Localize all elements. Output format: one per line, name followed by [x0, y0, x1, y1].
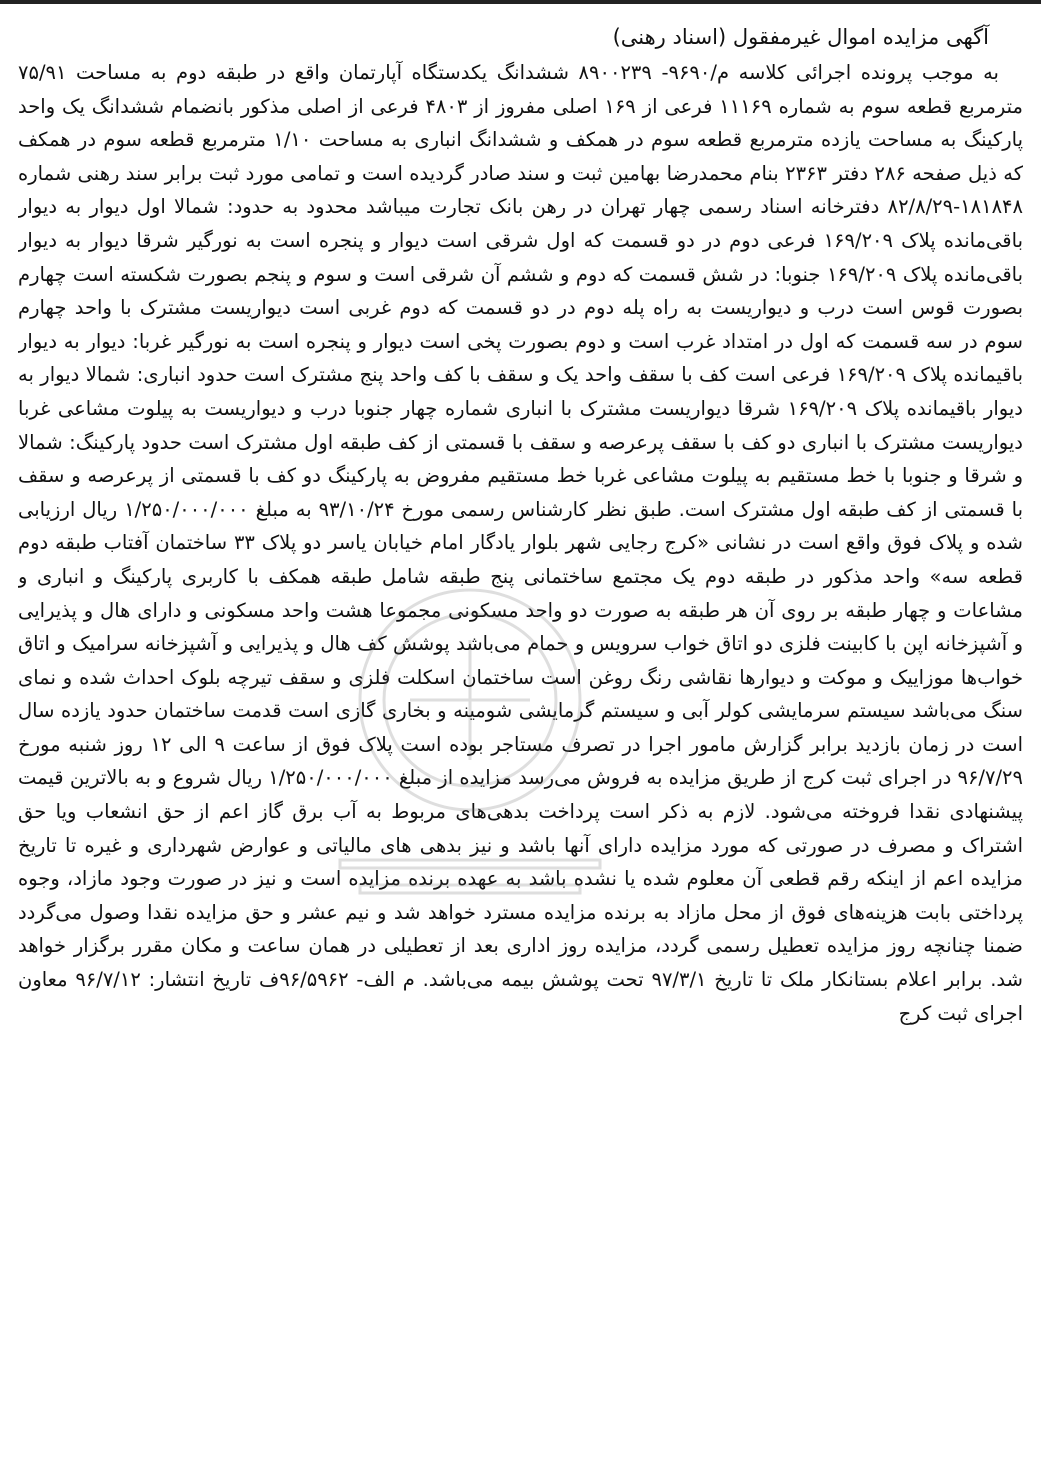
notice-title: آگهی مزایده اموال غیرمفقول (اسناد رهنی) — [612, 25, 989, 49]
notice-body-text: به موجب پرونده اجرائی کلاسه م/۹۶۹۰- ۸۹۰۰۲۳۹ ششدانگ یکدستگاه آپارتمان واقع در طبقه دوم به مساحت ۷۵/۹۱ مترمربع قطعه سوم به شماره ۱۱۱۶۹ فرعی از ۱۶۹ اصلی مفروز از ۴۸۰۳ فرعی از اصلی مذکور بانضمام ششدانگ یک واحد پارکینگ به مساحت یازده مترمربع قطعه سوم در همکف و ششدانگ انباری به مساحت ۱/۱۰ مترمربع قطعه سوم در همکف که ذیل صفحه ۲۸۶ دفتر ۲۳۶۳ بنام محمدرضا بهامین ثبت و سند صادر گردیده است و تمامی مورد ثبت برابر سند رهنی شماره ۱۸۱۸۴۸-۸۲/۸/۲۹ دفترخانه اسناد رسمی چهار تهران در رهن بانک تجارت میباشد محدود به حدود: شمالا اول دیوار به دیوار باقی‌مانده پلاک ۱۶۹/۲۰۹ فرعی دوم در دو قسمت که اول شرقی است دیوار و پنجره است به نورگیر شرقا دیوار به دیوار باقی‌مانده پلاک ۱۶۹/۲۰۹ جنوبا: در شش قسمت که دوم و ششم آن شرقی است و سوم و پنجم بصورت شکسته است چهارم بصورت قوس است درب و دیواریست به راه پله دوم در دو قسمت که دوم غربی است دیواریست مشترک با واحد چهارم سوم در سه قسمت که اول در امتداد غرب است و دوم بصورت پخی است دیوار و پنجره است به نورگیر غربا: دیوار به دیوار باقیمانده پلاک ۱۶۹/۲۰۹ فرعی است کف با سقف واحد یک و سقف با کف واحد پنج مشترک است حدود انباری: شمالا دیوار به دیوار باقیمانده پلاک ۱۶۹/۲۰۹ شرقا دیواریست مشترک با انباری شماره چهار جنوبا درب و دیواریست به پیلوت مشاعی غربا دیواریست مشترک با انباری دو کف با سقف پرعرصه و سقف با قسمتی از کف طبقه اول مشترک است حدود پارکینگ: شمالا و شرقا و جنوبا با خط مستقیم به پیلوت مشاعی غربا خط مستقیم مفروض به پارکینگ دو کف با قسمتی از پرعرصه و سقف با قسمتی از کف طبقه اول مشترک است. طبق نظر کارشناس رسمی مورخ ۹۳/۱۰/۲۴ به مبلغ ۱/۲۵۰/۰۰۰/۰۰۰ ریال ارزیابی شده و پلاک فوق واقع است در نشانی «کرج رجایی شهر بلوار یادگار امام خیابان یاسر دو پلاک ۳۳ ساختمان آفتاب طبقه دوم قطعه سه» واحد مذکور در طبقه دوم یک مجتمع ساختمانی پنج طبقه شامل طبقه همکف با کاربری پارکینگ و انباری و مشاعات و چهار طبقه بر روی آن هر طبقه به صورت دو واحد مسکونی مجموعا هشت واحد مسکونی و دارای هال و پذیرایی و آشپزخانه اپن با کابینت فلزی دو اتاق خواب سرویس و حمام می‌باشد پوشش کف هال و پذیرایی و آشپزخانه سرامیک و اتاق خواب‌ها موزاییک و موکت و دیوارها نقاشی رنگ روغن است ساختمان اسکلت فلزی و سقف تیرچه بلوک احداث شده و نمای سنگ می‌باشد سیستم سرمایشی کولر آبی و سیستم گرمایشی شومینه و بخاری گازی است قدمت ساختمان حدود یازده سال است در زمان بازدید برابر گزارش مامور اجرا در تصرف مستاجر بوده است پلاک فوق از ساعت ۹ الی ۱۲ روز شنبه مورخ ۹۶/۷/۲۹ در اجرای ثبت کرج از طریق مزایده به فروش می‌رسد مزایده از مبلغ ۱/۲۵۰/۰۰۰/۰۰۰ ریال شروع و به بالاترین قیمت پیشنهادی نقدا فروخته می‌شود. لازم به ذکر است پرداخت بدهی‌های مربوط به آب برق گاز اعم از حق انشعاب ویا حق اشتراک و مصرف در صورتی که مورد مزایده دارای آنها باشد و نیز بدهی های مالیاتی و عوارض شهرداری و غیره تا تاریخ مزایده اعم از اینکه رقم قطعی آن معلوم شده یا نشده باشد به عهده برنده مزایده است و نیز در صورت وجود مازاد، وجوه پرداختی بابت هزینه‌های فوق از محل مازاد به برنده مزایده مسترد خواهد شد و نیم عشر و حق مزایده نقدا وصول می‌گردد ضمنا چنانچه روز مزایده تعطیل رسمی گردد، مزایده روز اداری بعد از تعطیلی در همان ساعت و مکان مقرر برگزار خواهد شد. برابر اعلام بستانکار ملک تا تاریخ ۹۷/۳/۱ تحت پوشش بیمه می‌باشد. م الف- ۹۶/۵۹۶۲ف تاریخ انتشار: ۹۶/۷/۱۲ معاون اجرای ثبت کرج — [18, 61, 1023, 1025]
notice-page — [18, 22, 1023, 1472]
top-border-rule — [0, 0, 1041, 4]
